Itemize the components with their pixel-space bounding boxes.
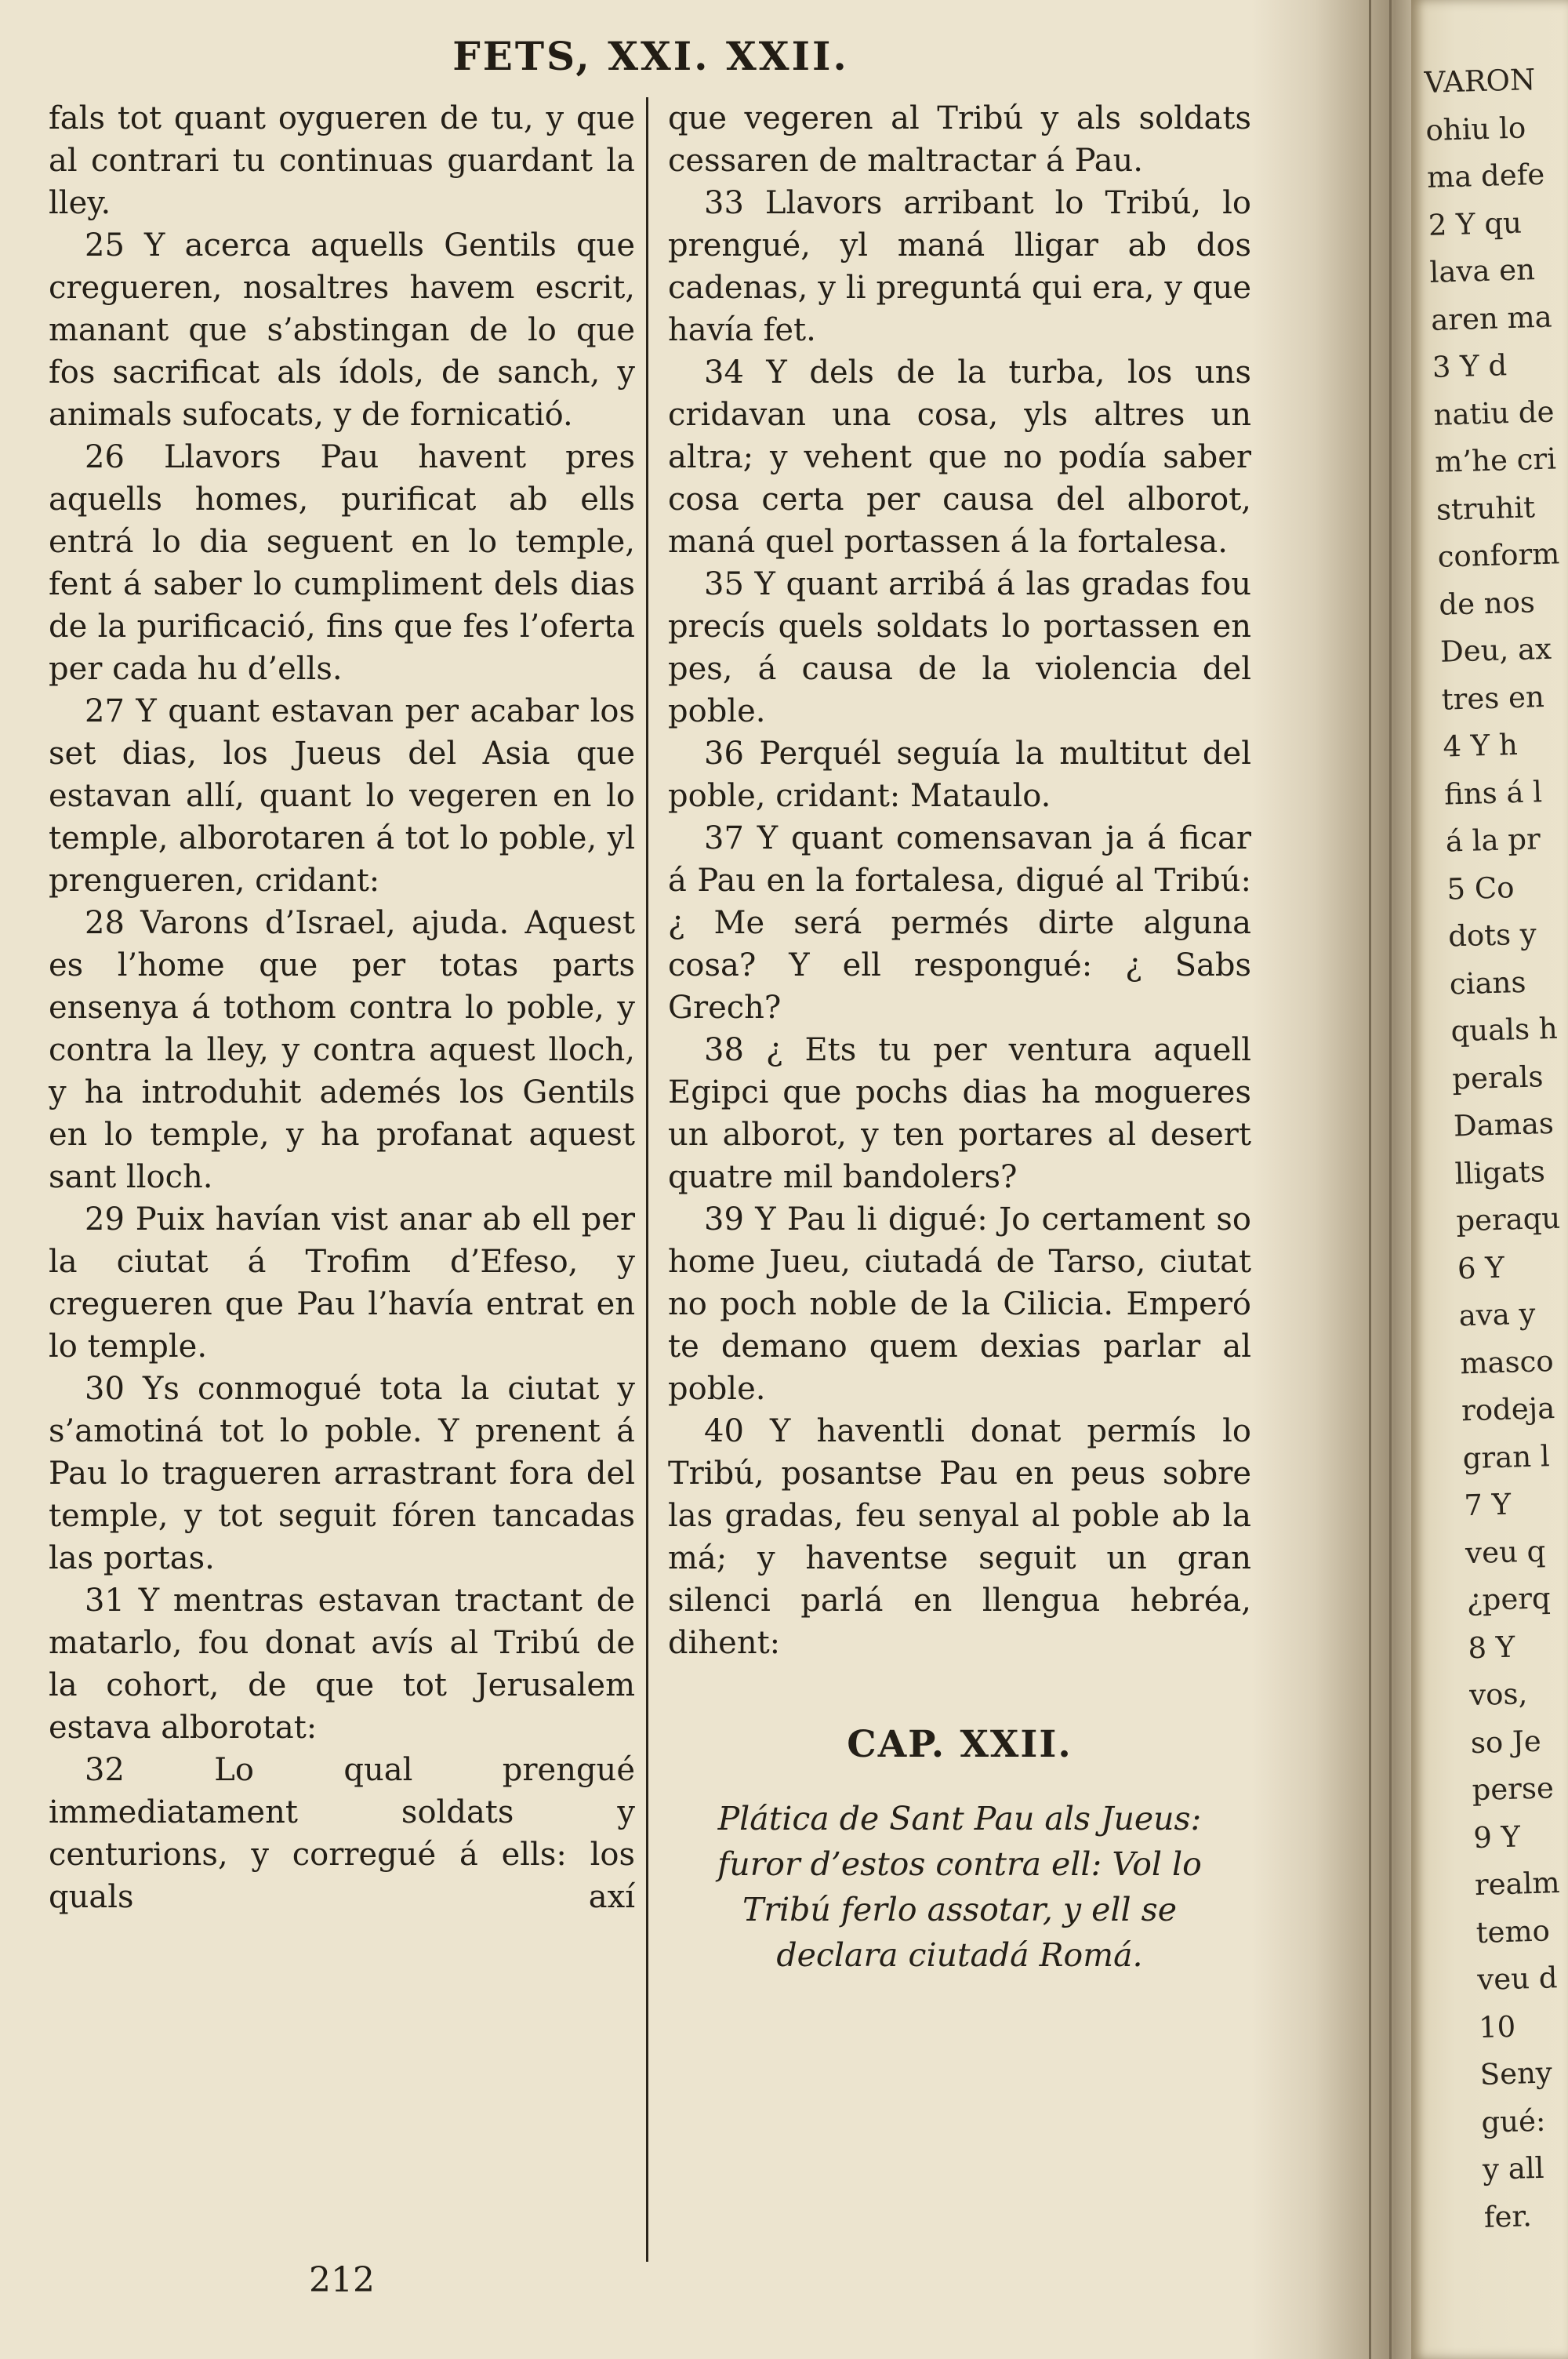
edge-text-line: fer. — [1483, 2198, 1533, 2234]
left-column-verses — [49, 97, 635, 1918]
chapter-summary: Plática de Sant Pau als Jueus: furor d’estos contra ell: Vol lo Tribú ferlo assotar, y ell se declara ciutadá Romá. — [717, 1800, 1202, 1974]
edge-text-line: struhit — [1436, 489, 1536, 527]
edge-text-line: 10 — [1478, 2009, 1516, 2045]
left-column — [49, 97, 635, 1918]
running-header: FETS, XXI. XXII. — [452, 33, 849, 79]
edge-text-line: veu q — [1465, 1533, 1546, 1570]
edge-text-line: VARON — [1424, 63, 1536, 100]
verse-paragraph: 30 Ys conmogué tota la ciutat y s’amotiná tot lo poble. Y prenent á Pau lo tragueren arrastrant fora del temple, y tot seguit fóren tancadas las portas. — [49, 1371, 635, 1576]
edge-text-line: rodeja — [1461, 1391, 1555, 1428]
verse-paragraph: 29 Puix havían vist anar ab ell per la ciutat á Trofim d’Efeso, y cregueren que Pau l’havía entrat en lo temple. — [49, 1201, 635, 1365]
page-number: 212 — [309, 2260, 375, 2300]
edge-text-line: 8 Y — [1467, 1630, 1515, 1665]
edge-text-line: lava en — [1428, 253, 1536, 289]
edge-text-line: conform — [1437, 536, 1560, 574]
edge-text-line: aren ma — [1430, 300, 1553, 337]
verse-paragraph: 37 Y quant comensavan ja á ficar á Pau en la fortalesa, digué al Tribú: ¿ Me será permés dirte alguna cosa? Y ell respongué: ¿ Sabs Grech? — [668, 820, 1251, 1026]
edge-text-line: de nos — [1438, 584, 1536, 622]
edge-text-line: masco — [1459, 1343, 1555, 1380]
edge-text-line: 2 Y qu — [1428, 205, 1523, 242]
edge-text-line: Deu, ax — [1439, 631, 1552, 669]
verse-paragraph: 34 Y dels de la turba, los uns cridavan una cosa, yls altres un altra; y vehent que no podía saber cosa certa per causa del alborot, maná quel portassen á la fortalesa. — [668, 354, 1251, 560]
edge-text-line: á la pr — [1445, 822, 1541, 859]
edge-text-line: so Je — [1470, 1724, 1542, 1760]
edge-text-line: 4 Y h — [1442, 728, 1519, 764]
edge-text-line: cians — [1449, 965, 1526, 1001]
edge-text-line: gran l — [1462, 1438, 1551, 1475]
edge-text-line: 9 Y — [1472, 1819, 1521, 1855]
edge-text-line: dots y — [1447, 917, 1537, 954]
verse-paragraph: fals tot quant oygueren de tu, y que al contrari tu continuas guardant la lley. — [49, 100, 635, 221]
edge-text-line: tres en — [1441, 679, 1545, 717]
page-gutter-shadow — [1251, 0, 1417, 2359]
edge-text-line: 3 Y d — [1432, 348, 1508, 384]
verse-paragraph: 36 Perquél seguía la multitut del poble, cridant: Mataulo. — [668, 736, 1251, 814]
edge-text-line: peraqu — [1455, 1201, 1561, 1238]
next-page-edge — [1411, 0, 1568, 2359]
verse-paragraph: 25 Y acerca aquells Gentils que cregueren, nosaltres havem escrit, manant que s’abstingan de lo que fos sacrificat als ídols, de sanch, y animals sufocats, y de fornicatió. — [49, 227, 635, 433]
chapter-heading: CAP. XXII. — [847, 1723, 1073, 1766]
edge-text-line: perals — [1451, 1059, 1544, 1096]
edge-text-line: m’he cri — [1434, 442, 1557, 479]
edge-text-line: y all — [1482, 2150, 1545, 2186]
edge-text-line: Damas — [1453, 1106, 1555, 1143]
verse-paragraph: 31 Y mentras estavan tractant de matarlo, fou donat avís al Tribú de la cohort, de que tot Jerusalem estava alborotat: — [49, 1583, 635, 1746]
edge-text-line: ¿perq — [1466, 1581, 1552, 1618]
verse-paragraph: 35 Y quant arribá á las gradas fou precís quels soldats lo portassen en pes, á causa de la violencia del poble. — [668, 566, 1251, 729]
page-edge-line — [1389, 0, 1392, 2359]
verse-paragraph: 28 Varons d’Israel, ajuda. Aquest es l’home que per totas parts ensenya á tothom contra lo poble, y contra la lley, y contra aquest lloch, y ha introduhit ademés los Gentils en lo temple, y ha profanat aquest sant lloch. — [49, 905, 635, 1195]
verse-paragraph: 26 Llavors Pau havent pres aquells homes, purificat ab ells entrá lo dia seguent en lo temple, fent á saber lo cumpliment dels dias de la purificació, fins que fes l’oferta per cada hu d’ells. — [49, 439, 635, 687]
page-edge-line — [1369, 0, 1371, 2359]
edge-text-line: lligats — [1454, 1154, 1546, 1190]
next-page-text-fragments — [1424, 56, 1568, 2241]
edge-text-line: vos, — [1468, 1677, 1528, 1713]
edge-text-line: 5 Co — [1446, 870, 1515, 907]
column-divider-rule — [646, 97, 648, 2262]
edge-text-line: natiu de — [1433, 394, 1555, 432]
edge-text-line: ma defe — [1426, 157, 1545, 194]
edge-text-line: 6 Y — [1457, 1250, 1505, 1285]
edge-text-line: gué: — [1480, 2103, 1546, 2139]
verse-paragraph: 33 Llavors arribant lo Tribú, lo prengué, yl maná lligar ab dos cadenas, y li preguntá qui era, y que havía fet. — [668, 185, 1251, 348]
verse-paragraph: 32 Lo qual prengué immediatament soldats y centurions, y corregué á ells: los quals axí — [49, 1752, 635, 1915]
edge-text-line: 7 Y — [1463, 1487, 1512, 1523]
edge-text-line: perse — [1472, 1771, 1555, 1808]
edge-text-line: Seny — [1479, 2055, 1553, 2092]
verse-paragraph: 40 Y haventli donat permís lo Tribú, posantse Pau en peus sobre las gradas, feu senyal al poble ab la má; y haventse seguit un gran silenci parlá en llengua hebréa, dihent: — [668, 1413, 1251, 1661]
verse-paragraph: 38 ¿ Ets tu per ventura aquell Egipci que pochs dias ha mogueres un alborot, y ten portares al desert quatre mil bandolers? — [668, 1032, 1251, 1195]
verse-paragraph: 27 Y quant estavan per acabar los set dias, los Jueus del Asia que estavan allí, quant lo vegeren en lo temple, alborotaren á tot lo poble, yl prengueren, cridant: — [49, 693, 635, 899]
right-column — [668, 97, 1251, 1978]
edge-text-line: ava y — [1458, 1296, 1536, 1333]
edge-text-line: quals h — [1450, 1011, 1559, 1049]
verse-paragraph: 39 Y Pau li digué: Jo certament so home Jueu, ciutadá de Tarso, ciutat no poch noble de la Cilicia. Emperó te demano quem dexias parlar al poble. — [668, 1201, 1251, 1407]
edge-text-line: fins á l — [1443, 774, 1543, 812]
edge-text-line: temo — [1475, 1913, 1551, 1950]
edge-text-line: ohiu lo — [1425, 110, 1526, 147]
right-column-verses — [668, 97, 1251, 1664]
edge-text-line: realm — [1474, 1866, 1561, 1903]
verse-paragraph: que vegeren al Tribú y als soldats cessaren de maltractar á Pau. — [668, 100, 1251, 179]
edge-text-line: veu d — [1476, 1961, 1559, 1997]
